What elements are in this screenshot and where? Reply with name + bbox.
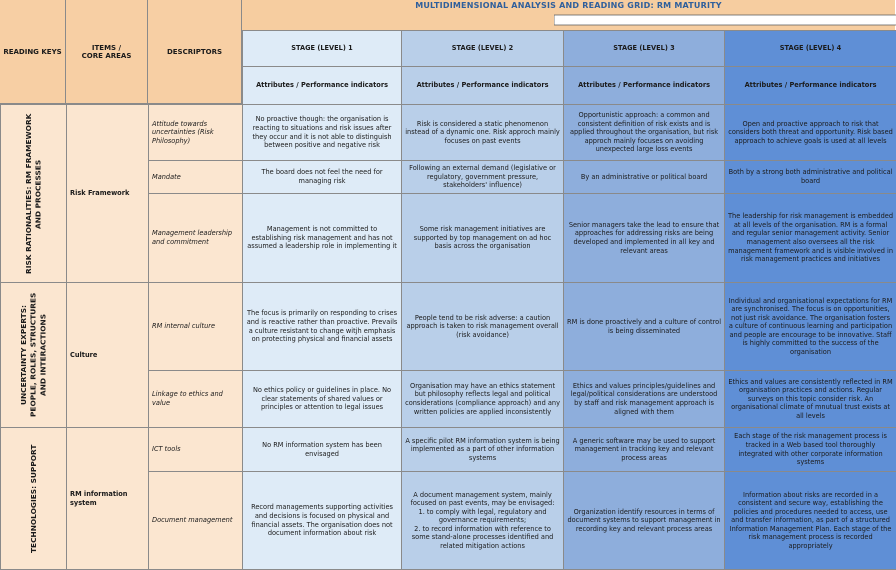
stage-header-row: [1, 31, 896, 67]
stage-2-cell: Some risk management initiatives are supported by top management on ad hoc basis across the organisation: [402, 194, 564, 283]
stage-4-cell: Information about risks are recorded in a consistent and secure way, establishing the policies and procedures needed to access, use and transfer information, as part of a structured Information Management Plan. Each stage of the risk management process is recorded appropriately: [725, 472, 896, 570]
stage-1-cell: The board does not feel the need for managing risk: [243, 161, 402, 194]
stage-3-header: STAGE (LEVEL) 3: [564, 31, 725, 67]
reading-key-technologies: [1, 428, 67, 570]
descriptor: Document management: [149, 472, 243, 570]
stage-4-cell: Both by a strong both administrative and political board: [725, 161, 896, 194]
stage-4-cell: Open and proactive approach to risk that considers both threat and opportunity. Risk based approach to achieve goals is used at all levels: [725, 105, 896, 161]
stage-4-cell: Ethics and values are consistently reflected in RM organisation practices and actions. Regular surveys on this topic consider risk. An organisational climate of mnutual trust exists at all levels: [725, 371, 896, 428]
reading-key-label: UNCERTAINTY EXPERTS: PEOPLE, ROLES, STRUCTURES AND INTERACTIONS: [19, 292, 48, 418]
stage-2-cell: Organisation may have an ethics statement but philosophy reflects legal and political considerations (compliance approach) and any written policies are applied inconsistently: [402, 371, 564, 428]
stage-2-subheader: Attributes / Performance indicators: [402, 67, 564, 105]
items-header-label: ITEMS / CORE AREAS: [81, 43, 132, 60]
maturity-table: [0, 30, 896, 570]
reading-keys-header-label: READING KEYS: [3, 47, 62, 56]
stage-3-subheader: Attributes / Performance indicators: [564, 67, 725, 105]
stage-3-cell: A generic software may be used to support management in tracking key and relevant process areas: [564, 428, 725, 472]
stage-2-cell: A specific pilot RM information system is being implemented as a part of other information systems: [402, 428, 564, 472]
descriptors-header-label: DESCRIPTORS: [166, 47, 223, 56]
stage-1-cell: No RM information system has been envisaged: [243, 428, 402, 472]
banner: [242, 0, 895, 31]
stage-3-cell: Ethics and values principles/guidelines and legal/political considerations are understood by staff and risk management approach is aligned with them: [564, 371, 725, 428]
stage-4-cell: Individual and organisational expectations for RM are synchronised. The focus is on opportunities, not just risk avoidance. The organisation fosters a culture of continuous learning and participation and people are encourage to be innovative. Staff is highly committed to the success of the organisation: [725, 283, 896, 371]
stage-2-cell: Risk is considered a static phenomenon instead of a dynamic one. Risk approch mainly focuses on past events: [402, 105, 564, 161]
reading-key-risk-rationalities: [1, 105, 67, 283]
descriptor: Attitude towards uncertainties (Risk Philosophy): [149, 105, 243, 161]
stage-1-subheader: Attributes / Performance indicators: [243, 67, 402, 105]
descriptor: Management leadership and commitment: [149, 194, 243, 283]
reading-key-label: RISK RATIONALITIES: RM FRAMEWORK AND PROCESSES: [23, 113, 43, 274]
descriptor: ICT tools: [149, 428, 243, 472]
stage-1-cell: No proactive though: the organisation is reacting to situations and risk issues after they occur and it is not able to distinguish between positive and negative risk: [243, 105, 402, 161]
stage-3-cell: Opportunistic approach: a common and consistent definition of risk exists and is applied throughout the organisation, but risk approch mainly focuses on avoiding unexpected large loss events: [564, 105, 725, 161]
stage-3-cell: Organization identify resources in terms of document systems to support management in recording key and relevant process areas: [564, 472, 725, 570]
banner-title: MULTIDIMENSIONAL ANALYSIS AND READING GRID: RM MATURITY: [415, 1, 722, 10]
stage-1-header: STAGE (LEVEL) 1: [243, 31, 402, 67]
stage-2-cell: Following an external demand (legislative or regulatory, government pressure, stakeholders' influence): [402, 161, 564, 194]
stage-2-header: STAGE (LEVEL) 2: [402, 31, 564, 67]
stage-subheader-row: [1, 67, 896, 105]
stage-1-cell: Management is not committed to establishing risk management and has not assumed a leadership role in implementing it: [243, 194, 402, 283]
stage-3-cell: RM is done proactively and a culture of control is being disseminated: [564, 283, 725, 371]
maturity-arrow-icon: [554, 12, 896, 28]
stage-4-header: STAGE (LEVEL) 4: [725, 31, 896, 67]
stage-3-cell: Senior managers take the lead to ensure that approaches for addressing risks are being developed and implemented in all key and relevant areas: [564, 194, 725, 283]
stage-4-cell: The leadership for risk management is embedded at all levels of the organisation. RM is a formal and regular senior management activity. Senior management also oversees all the risk management framework and is visible involved in risk management practices and initiatives: [725, 194, 896, 283]
stage-1-cell: Record managements supporting activities and decisions is focused on physical and financial assets. The organisation does not document information about risk: [243, 472, 402, 570]
descriptor: RM internal culture: [149, 283, 243, 371]
item-rm-information-system: RM information system: [67, 428, 149, 570]
stage-1-cell: No ethics policy or guidelines in place. No clear statements of shared values or principles or attention to legal issues: [243, 371, 402, 428]
table-row: [1, 283, 896, 371]
stage-3-cell: By an administrative or political board: [564, 161, 725, 194]
stage-2-cell: A document management system, mainly focused on past events, may be envisaged: 1. to comply with legal, regulatory and governance requirements; 2. to record information with reference to some stand-alone processes identified and related mitigation actions: [402, 472, 564, 570]
table-row: [1, 105, 896, 161]
table-row: [1, 428, 896, 472]
descriptor: Mandate: [149, 161, 243, 194]
reading-key-uncertainty-experts: [1, 283, 67, 428]
stage-2-cell: People tend to be risk adverse: a caution approach is taken to risk management overall (risk avoidance): [402, 283, 564, 371]
descriptor: Linkage to ethics and value: [149, 371, 243, 428]
stage-1-cell: The focus is primarily on responding to crises and is reactive rather than proactive. Prevails a culture resistant to change witjh emphasis on protecting physical and financial assets: [243, 283, 402, 371]
item-culture: Culture: [67, 283, 149, 428]
stage-4-subheader: Attributes / Performance indicators: [725, 67, 896, 105]
reading-key-label: TECHNOLOGIES: SUPPORT: [28, 444, 38, 553]
item-risk-framework: Risk Framework: [67, 105, 149, 283]
stage-4-cell: Each stage of the risk management process is tracked in a Web based tool thoroughly integrated with other corporate information systems: [725, 428, 896, 472]
